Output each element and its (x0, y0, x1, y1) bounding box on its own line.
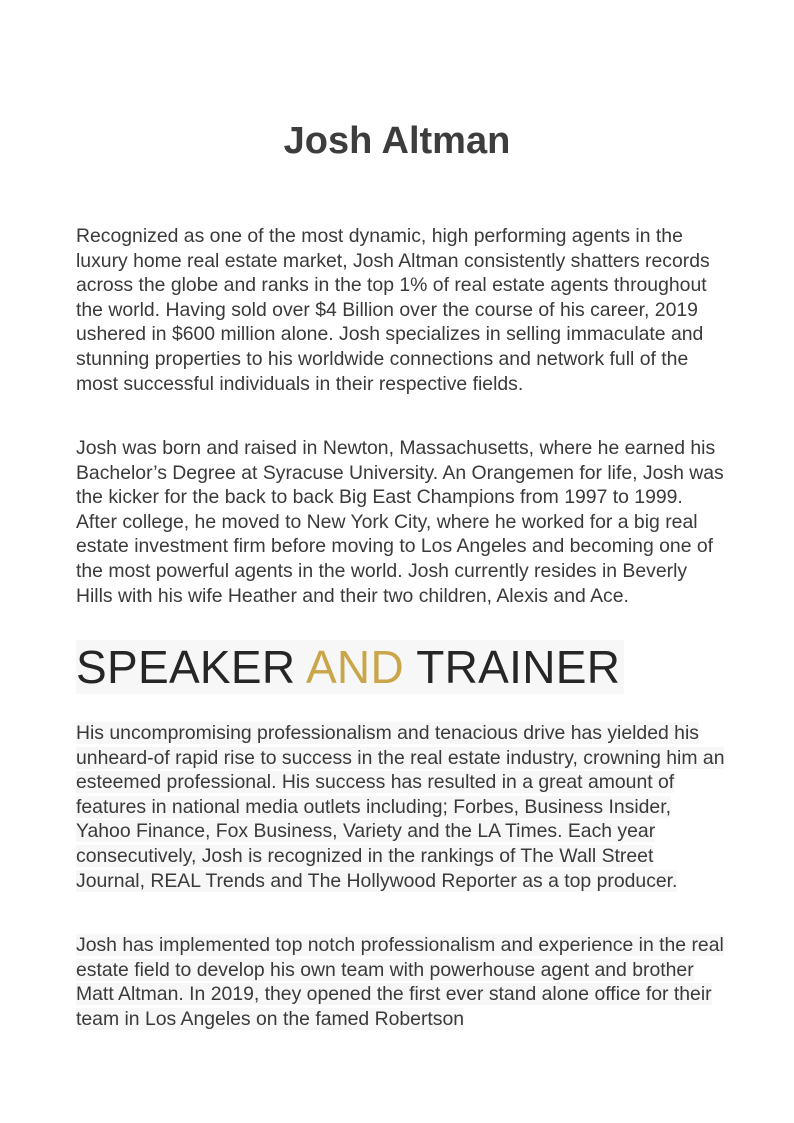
section-paragraph-2 (76, 933, 726, 1031)
page-title: Josh Altman (283, 120, 511, 162)
section-paragraph-1 (76, 721, 726, 893)
section-paragraph-2-text: Josh has implemented top notch professionalism and experience in the real estate field to develop his own team with powerhouse agent and brother Matt Altman. In 2019, they opened the first ever stand alone office for their team in Los Angeles on the famed Robertson (76, 934, 724, 1030)
section-heading-part1: SPEAKER (76, 641, 306, 693)
section-paragraph-1-text: His uncompromising professionalism and tenacious drive has yielded his unheard-of rapid rise to success in the real estate industry, crowning him an esteemed professional. His success has resulted in a great amount of features in national media outlets including; Forbes, Business Insider, Yahoo Finance, Fox Business, Variety and the LA Times. Each year consecutively, Josh is recognized in the rankings of The Wall Street Journal, REAL Trends and The Hollywood Reporter as a top producer. (76, 722, 725, 892)
bio-paragraph-2: Josh was born and raised in Newton, Massachusetts, where he earned his Bachelor’s Degree at Syracuse University. An Orangemen for life, Josh was the kicker for the back to back Big East Champions from 1997 to 1999. After college, he moved to New York City, where he worked for a big real estate investment firm before moving to Los Angeles and becoming one of the most powerful agents in the world. Josh currently resides in Beverly Hills with his wife Heather and their two children, Alexis and Ace. (76, 437, 724, 607)
section-heading (76, 640, 624, 694)
bio-paragraph-1: Recognized as one of the most dynamic, high performing agents in the luxury home real estate market, Josh Altman consistently shatters records across the globe and ranks in the top 1% of real estate agents throughout the world. Having sold over $4 Billion over the course of his career, 2019 ushered in $600 million alone. Josh specializes in selling immaculate and stunning properties to his worldwide connections and network full of the most successful individuals in their respective fields. (76, 225, 710, 395)
section-heading-part2: TRAINER (403, 641, 621, 693)
section-heading-accent: AND (305, 641, 404, 693)
